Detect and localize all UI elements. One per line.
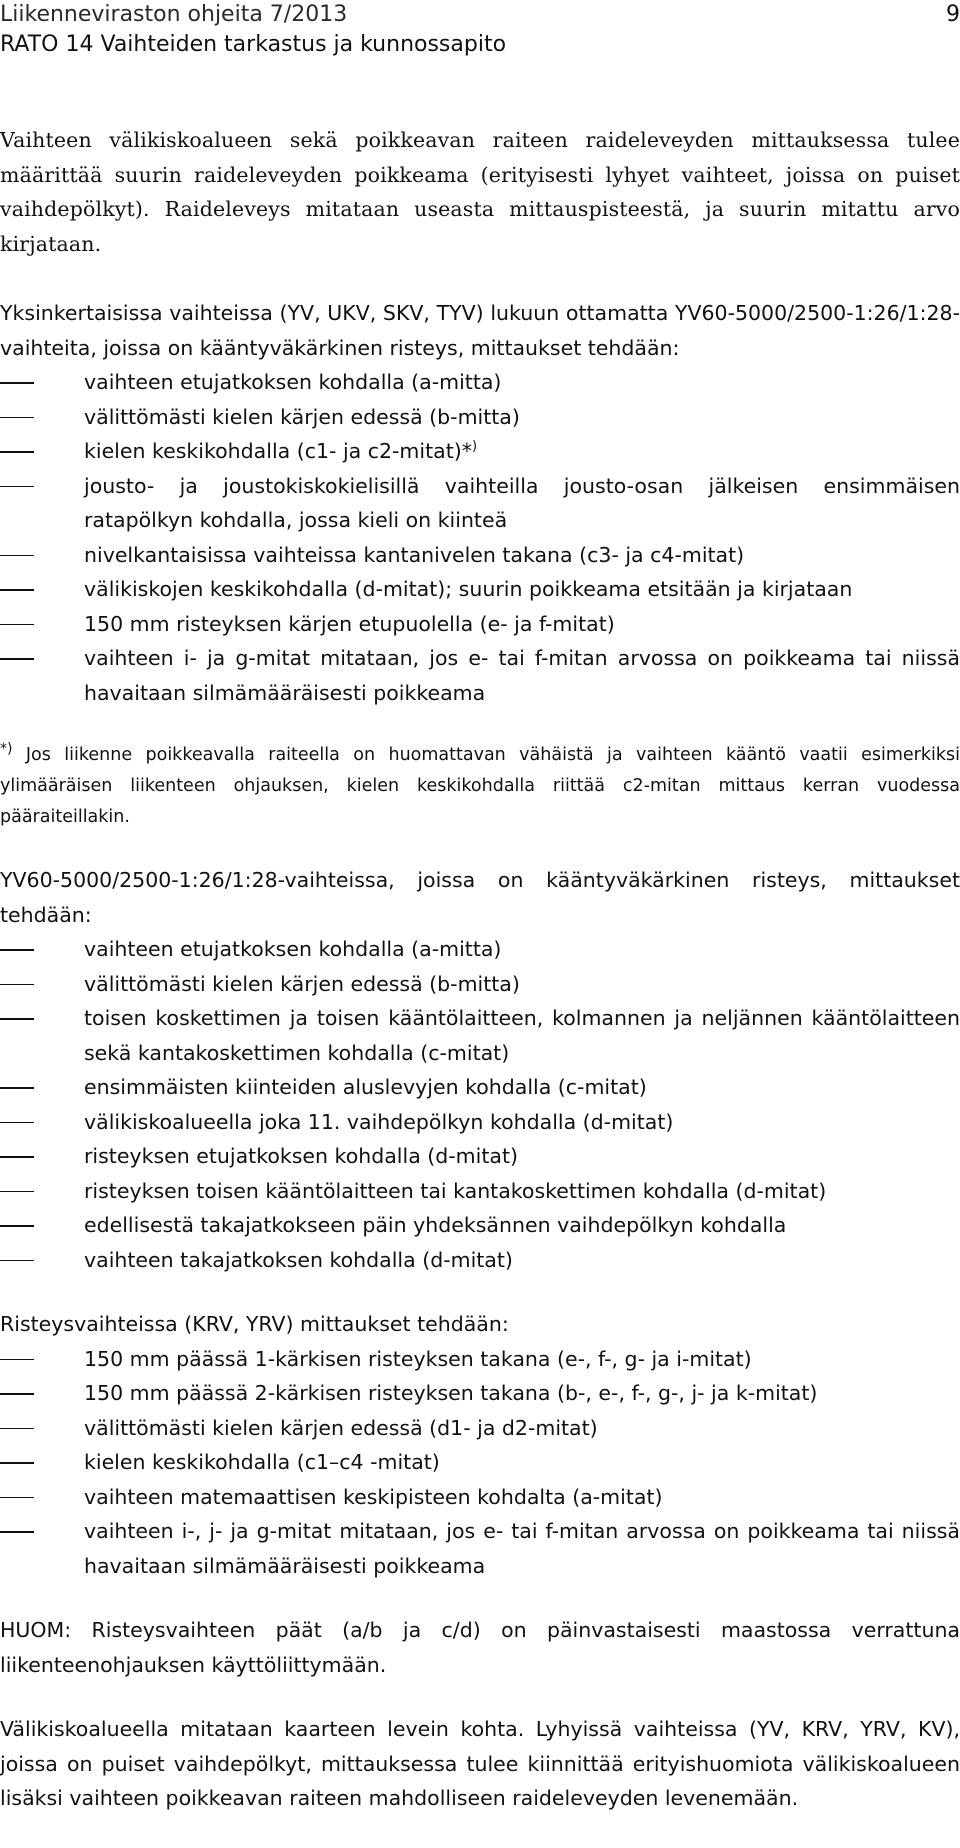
list-item <box>0 434 960 469</box>
list-item-text: kielen keskikohdalla (c1- ja c2-mitat)* <box>84 439 472 463</box>
intro-paragraph: Vaihteen välikiskoalueen sekä poikkeavan raiteen raideleveyden mittauksessa tulee määrittää suurin raideleveyden poikkeama (erityisesti lyhyet vaihteet, joissa on puiset vaihdepölkyt). Raideleveys mitataan useasta mittauspisteestä, ja suurin mitattu arvo kirjataan. <box>0 128 960 256</box>
footnote-marker: *) <box>0 741 13 758</box>
list-item: 150 mm päässä 1-kärkisen risteyksen takana (e-, f-, g- ja i-mitat) <box>0 1342 960 1377</box>
list-item: risteyksen etujatkoksen kohdalla (d-mitat) <box>0 1139 960 1174</box>
yv60-section-lead: YV60-5000/2500-1:26/1:28-vaihteissa, joissa on kääntyväkärkinen risteys, mittaukset tehdään: <box>0 868 960 927</box>
crossing-switch-list <box>0 1342 960 1584</box>
list-item: toisen koskettimen ja toisen kääntölaitteen, kolmannen ja neljännen kääntölaitteen sekä kantakoskettimen kohdalla (c-mitat) <box>0 1001 960 1070</box>
list-item: välikiskojen keskikohdalla (d-mitat); suurin poikkeama etsitään ja kirjataan <box>0 572 960 607</box>
simple-switch-lead: Yksinkertaisissa vaihteissa (YV, UKV, SKV, TYV) lukuun ottamatta YV60-5000/2500-1:26/1:28-vaihteita, joissa on kääntyväkärkinen risteys, mittaukset tehdään: <box>0 301 960 360</box>
closing-paragraph: Välikiskoalueella mitataan kaarteen levein kohta. Lyhyissä vaihteissa (YV, KRV, YRV, KV), joissa on puiset vaihdepölkyt, mittauksessa tulee kiinnittää erityishuomiota välikiskoalueen lisäksi vaihteen poikkeavan raiteen mahdolliseen raideleveyden levenemään. <box>0 1717 960 1810</box>
note-paragraph: HUOM: Risteysvaihteen päät (a/b ja c/d) on päinvastaisesti maastossa verrattuna liikenteenohjauksen käyttöliittymään. <box>0 1618 960 1677</box>
page-number: 9 <box>946 2 960 27</box>
list-item: risteyksen toisen kääntölaitteen tai kantakoskettimen kohdalla (d-mitat) <box>0 1174 960 1209</box>
list-item: vaihteen matemaattisen keskipisteen kohdalta (a-mitat) <box>0 1480 960 1515</box>
footnote-mark: ) <box>471 439 478 455</box>
list-item: kielen keskikohdalla (c1–c4 -mitat) <box>0 1445 960 1480</box>
list-item: nivelkantaisissa vaihteissa kantanivelen takana (c3- ja c4-mitat) <box>0 538 960 573</box>
list-item: vaihteen i- ja g-mitat mitataan, jos e- tai f-mitan arvossa on poikkeama tai niissä havaitaan silmämääräisesti poikkeama <box>0 641 960 710</box>
list-item: 150 mm päässä 2-kärkisen risteyksen takana (b-, e-, f-, g-, j- ja k-mitat) <box>0 1376 960 1411</box>
crossing-switch-lead: Risteysvaihteissa (KRV, YRV) mittaukset tehdään: <box>0 1312 509 1336</box>
list-item: jousto- ja joustokiskokielisillä vaihteilla jousto-osan jälkeisen ensimmäisen ratapölkyn kohdalla, jossa kieli on kiinteä <box>0 469 960 538</box>
list-item: vaihteen etujatkoksen kohdalla (a-mitta) <box>0 932 960 967</box>
publication-series: Liikenneviraston ohjeita 7/2013 <box>0 2 348 27</box>
list-item: edellisestä takajatkokseen päin yhdeksännen vaihdepölkyn kohdalla <box>0 1208 960 1243</box>
list-item: välittömästi kielen kärjen edessä (b-mitta) <box>0 967 960 1002</box>
simple-switch-list <box>0 365 960 710</box>
list-item: vaihteen takajatkoksen kohdalla (d-mitat) <box>0 1243 960 1278</box>
footnote <box>0 740 960 833</box>
list-item: välittömästi kielen kärjen edessä (b-mitta) <box>0 400 960 435</box>
list-item: ensimmäisten kiinteiden aluslevyjen kohdalla (c-mitat) <box>0 1070 960 1105</box>
footnote-text: Jos liikenne poikkeavalla raiteella on huomattavan vähäistä ja vaihteen kääntö vaatii esimerkiksi ylimääräisen liikenteen ohjauksen, kielen keskikohdalla riittää c2-mitan mittaus kerran vuodessa pääraiteillakin. <box>0 745 960 827</box>
list-item: välittömästi kielen kärjen edessä (d1- ja d2-mitat) <box>0 1411 960 1446</box>
list-item: 150 mm risteyksen kärjen etupuolella (e- ja f-mitat) <box>0 607 960 642</box>
list-item: vaihteen i-, j- ja g-mitat mitataan, jos e- tai f-mitan arvossa on poikkeama tai niissä havaitaan silmämääräisesti poikkeama <box>0 1514 960 1583</box>
yv60-list <box>0 932 960 1277</box>
page-body <box>0 123 960 1816</box>
list-item: välikiskoalueella joka 11. vaihdepölkyn kohdalla (d-mitat) <box>0 1105 960 1140</box>
list-item: vaihteen etujatkoksen kohdalla (a-mitta) <box>0 365 960 400</box>
document-title: RATO 14 Vaihteiden tarkastus ja kunnossapito <box>0 32 507 57</box>
